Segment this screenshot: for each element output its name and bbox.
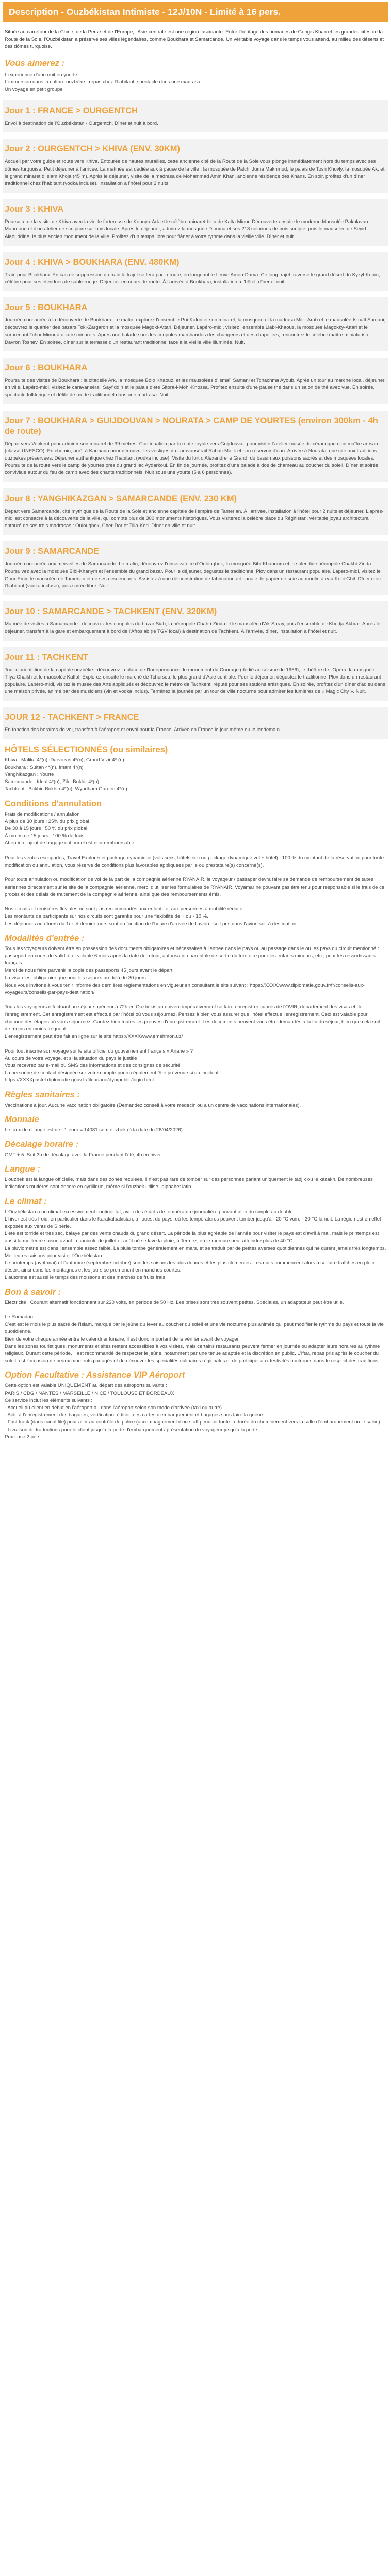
day-block <box>3 541 388 595</box>
conditions-line <box>5 848 386 855</box>
formalities-line: Tous les voyageurs doivent être en possession des documents obligatoires et nécessaires à l'entrée dans le pays ou au passage dans le ou les pays du circuit mentionné : passeport en cours de validité et valable 6 mois après la date de retour, autorisation parentale de sortie du territoire pour les enfants mineurs, etc., pour les ressortissants français. <box>5 945 379 967</box>
timezone-line: GMT + 5. Soit 3h de décalage avec la France pendant l'été, 4h en hiver. <box>5 1151 162 1158</box>
goodtoknow-section <box>3 1282 388 1365</box>
formalities-line <box>5 996 386 1004</box>
day-description: Accueil par votre guide et route vers Khiva. Entourée de hautes murailles, cette ancienne cité de la Route de la Soie vous plonge immédiatement hors du temps avec ses dômes turquoise. Petit déjeuner à l'arrivée. La matinée est dédiée aux à pause de la ville : la mosquée de Palchi Juma Makhmud, le palais de Tosh Khovly, la mosquée Ak, et le grand minaret d'Islam Khoja (45 m). Après le déjeuner, visite de la madrasa de Mohammad Amin Khan, ancienne résidence des Khans. En soir, profitez d'un dîner traditionnel chez l'habitant (vodka incluse). Installation à l'hôtel pour 2 nuits. <box>5 159 385 187</box>
goodtoknow-line: Le Ramadan : <box>5 1314 36 1320</box>
day-description: Tour d'orientation de la capitale ouzbèke : découvrez la place de l'Indépendance, le monument du Courage (dédié au séisme de 1966), le théâtre de l'Opéra, la mosquée Tilya-Chaikh et le mausolée Kaffal. Explorez ensuite le marché de Tchorsou, le plus grand d'Asie centrale. Pour le déjeuner, dégustez le traditionnel Plov dans un restaurant populaire. Lapéro-midi, visitez le musée des Arts appliqués et découvrez le métro de Tachkent, réputé pour ses stations artistiques. En soirée, profitez d'un dîner d'adieu dans une maison privée, animé par des musiciens (vin et vodka inclus). Terminez la journée par un tour de ville nocturne pour admirer les lumières de « Magic City ». Nuit. <box>5 667 385 695</box>
currency-line: Le taux de change est de : 1 euro = 14081 som ouzbek (à la date du 26/04/2026). <box>5 1127 184 1133</box>
day-title: JOUR 12 - TACHKENT > FRANCE <box>5 713 139 722</box>
conditions-line: Les déjeuners ou dîners du 1er et dernier jours sont en fonction de l'heure d'arrivée de l'avion : soit pris dans l'avion soit à destination. <box>5 921 298 927</box>
day-block <box>3 707 388 739</box>
hotels-section <box>3 739 388 793</box>
goodtoknow-line: Électricité : Courant alternatif fonctionnant sur 220 volts, en période de 50 Hz. Les prises sont très souvent petites. Spéciales, un adaptateur peut être utile. <box>5 1299 344 1306</box>
conditions-line: Les montants de participants sur nos circuits sont garantis pour une flexibilité de + ou - 10 %. <box>5 913 208 920</box>
day-title: Jour 8 : YANGHIKAZGAN > SAMARCANDE (ENV. 230 KM) <box>5 494 237 503</box>
hotels-title: HÔTELS SÉLECTIONNÉS (ou similaires) <box>5 744 168 754</box>
formalities-line: Vous recevrez par e-mail ou SMS des informations et des consignes de sécurité. <box>5 1062 182 1069</box>
day-description: Matinée de visites à Samarcande : découvrez les coupoles du bazar Siab, la nécropole Chah-i-Zinda et le mausolée d'Ak-Saray, puis l'ensemble de Khodja Akhrar. Après le déjeuner, transfert à la gare et embarquement à bord de l'Afrosiab (le TGV local) à destination de Tachkent. À l'arrivée, dîner, installation à l'hôtel et nuit. <box>5 621 381 635</box>
formalities-line: La visa n'est obligatoire que pour les séjours au-delà de 30 jours. <box>5 975 148 981</box>
goodtoknow-line: Dans les zones touristiques, monuments et sites restent accessibles à vos visites, mais certains restaurants peuvent fermer en journée ou adapter leurs horaires au rythme religieux. Durant cette période, il est recommandé de respecter le jeûne, notamment par une tenue adaptée et la discrétion en public. L'Iftar, repas pris après le coucher du soleil, est l'occasion de beaux moments partagés et de découvrir les spécialités culinaires régionales et de participer aux festivités nocturnes dans le respect des traditions. <box>5 1343 380 1364</box>
conditions-line <box>5 899 386 906</box>
conditions-line: À moins de 15 jours : 100 % de frais. <box>5 833 86 839</box>
hotels-line: Samarcande : Ideal 4*(n), Zilol Bukhir 4*(n) <box>5 779 99 785</box>
formalities-section <box>3 928 388 1084</box>
conditions-line: Nos circuits et croisières fluviales ne sont pas recommandés aux enfants et aux personnes à mobilité réduite. <box>5 906 244 912</box>
day-title: Jour 6 : BOUKHARA <box>5 363 88 373</box>
formalities-line: L'enregistrement peut être fait en ligne sur le site https://XXXXwww.emehmon.uz/ <box>5 1033 183 1040</box>
day-block <box>3 252 388 291</box>
hotels-line: Yanghikazgan : Yourte <box>5 771 54 777</box>
highlight-line: Un voyage en petit groupe <box>5 87 63 93</box>
day-description: Poursuite des visites de Boukhara : la citadelle Ark, la mosquée Bolo Khaouz, et les mausolées d'Ismaïl Samani et Tchachma Ayoub. Après un tour au marché local, déjeuner en ville. Lapéro-midi, visitez le caravansérail Sayfiddin et le palais d'été Sitora-i-Mohi-Khossa. Profitez ensuite d'une pause thé dans un salon de thé avec vue. En soirée, spectacle folklorique et défilé de mode traditionnel dans une madrasa. Nuit. <box>5 378 385 398</box>
hotels-line: Khiva : Malika 4*(n), Darvozas 4*(n), Grand Vizir 4* (n). <box>5 757 126 763</box>
day-title: Jour 1 : FRANCE > OURGENTCH <box>5 106 138 116</box>
day-title: Jour 11 : TACHKENT <box>5 652 88 662</box>
day-description: Départ vers Vobkent pour admirer son minaret de 39 mètres. Continuation par la route royale vers Guijdouvan pour visiter l'atelier-musée de céramique d'un maître artisan (classé UNESCO). En chemin, arrêt à Karmana pour découvrir les vestiges du caravansérail Rabati-Malik et son réservoir d'eau. Arrivée à Nourata, une cité aux traditions ouzbèkes préservées. Déjeuner authentique chez l'habitant (vodka incluse). Visite du fort d'Alexandre le Grand, du bassin aux poissons sacrés et des mosquées locales. Poursuite de la route vers le camp de yourtes près du grand lac Aydarkoul. En fin de journée, profitez d'une balade à dos de chameau au coucher du soleil. Dîner et soirée conviviale autour du feu de camp avec des chants traditionnels. Nuit sous une yourte (5 à 6 personnes). <box>5 440 379 476</box>
day-block <box>3 358 388 404</box>
day-title: Jour 9 : SAMARCANDE <box>5 547 100 556</box>
highlights-title: Vous aimerez : <box>5 58 64 68</box>
day-block <box>3 297 388 351</box>
day-title: Jour 7 : BOUKHARA > GUIJDOUVAN > NOURATA > CAMP DE YOURTES (environ 300km - 4h de route) <box>5 416 378 436</box>
day-title: Jour 10 : SAMARCANDE > TACHKENT (ENV. 320KM) <box>5 607 217 617</box>
intro-paragraph: Située au carrefour de la Chine, de la Perse et de l'Europe, l'Asie centrale est une région fascinante. Entre l'héritage des nomades de Gengis Khan et les grandes cités de la Route de la Soie, l'Ouzbékistan a préservé ses villes légendaires, comme Boukhara et Samarcande. Un véritable voyage dans le temps vous attend, au milieu des déserts et des dômes turquoise. <box>5 29 384 50</box>
hotels-line: Boukhara : Sultan 4*(n), Imam 4*(n) <box>5 764 84 770</box>
option-line: - Fast track (dans canal file) pour aller au contrôle de police (accompagnement d'un staff pendant toute la durée du cheminement vers la salle d'embarquement ou le salon) <box>5 1419 380 1426</box>
conditions-line: Pour les ventes escapades, Travel Explorer et package dynamique (vols secs, hôtels sec ou package dynamique vol + hôtel) : 100 % du montant de la réservation pour toute modification ou annulation, vous réserve de conditions plus favorables appliquées par le ou prestataire(s) concerné(s). <box>5 855 384 868</box>
day-description: Journée consacrée à la découverte de Boukhara. Le matin, explorez l'ensemble Poi-Kalon et son minaret, la mosquée et la madrasa Mir-i-Arab et le mausolée Ismaïl Samani, découvrez le quartier des bazars Toki-Zargaron et la mosquée Magoki-Attari. Déjeuner. Lapéro-midi, visitez l'ensemble Liabi-Khaouz, la mosquée Magokky-Attari et le surprenant Tchor Minor à quatre minarets. Après une balade sous les coupoles marchandes des changeurs et des chapeliers, rencontrez le célèbre maître miniaturiste Davron Toshev. En soirée, dîner sur la terrasse d'un restaurant traditionnel face à la vieille ville illuminée. Nuit. <box>5 317 386 345</box>
day-title: Jour 4 : KHIVA > BOUKHARA (ENV. 480KM) <box>5 257 180 267</box>
timezone-title: Décalage horaire : <box>5 1139 79 1149</box>
option-line: Cette option est valable UNIQUEMENT au départ des aéroports suivants : <box>5 1383 167 1389</box>
climate-line: Meilleures saisons pour visiter l'Ouzbékistan : <box>5 1252 105 1259</box>
goodtoknow-line <box>5 1307 386 1314</box>
day-block <box>3 139 388 193</box>
day-block <box>3 647 388 701</box>
option-line: Prix base 2 pers <box>5 1434 41 1440</box>
goodtoknow-line: C'est est le mois le plus sacré de l'islam, marqué par le jeûne du lever au coucher du soleil et une vie nocturne plus animée qui peut modifier le rythme du pays et toute la vie quotidienne. <box>5 1321 384 1335</box>
option-line: - Aide à l'enregistrement des bagages, vérification, édition des cartes d'embarquement et bagages sans faire la queue <box>5 1412 263 1418</box>
climate-line: Le printemps (avril-mai) et l'automne (septembre-octobre) sont les saisons les plus douces et les plus clémentes. Les nuits commencent alors à se faire fraîches en plein désert, ainsi dans les montagnes et les jours se promènent en manches courtes. <box>5 1260 374 1274</box>
timezone-section <box>3 1134 388 1159</box>
language-section <box>3 1159 388 1191</box>
option-line: - Livraison de traductions pour le client jusqu'à la porte d'embarquement / présentation du voyageur jusqu'à la porte <box>5 1427 257 1433</box>
option-line: - Accueil du client en début en l'aéroport au dans l'aéroport selon son mode d'arrivée (taxi ou autre) <box>5 1405 222 1411</box>
option-line: Ce service inclut les éléments suivants : <box>5 1397 93 1403</box>
day-description: Train pour Boukhara. En cas de suppression du train le trajet se fera par la route, en longeant le fleuve Amou-Darya. Ce long trajet traverse le grand désert du Kyzyl-Koum, célèbre pour ses étendues de sable rouge. Déjeuner en cours de route. À l'arrivée à Boukhara, installation à l'hôtel, dîner et nuit. <box>5 272 380 285</box>
formalities-line: Au cours de votre voyage, et si la situation du pays le justifie : <box>5 1055 140 1061</box>
conditions-title: Conditions d'annulation <box>5 799 102 808</box>
climate-line: La pluviométrie est dans l'ensemble assez faible. La pluie tombe généralement en mars, et se traduit par de petites averses quotidiennes qui ne durent jamais très longtemps. <box>5 1245 386 1251</box>
formalities-line: Tous les voyageurs effectuant un séjour supérieur à 72h en Ouzbékistan doivent impérativement se faire enregistrer auprès de l'OVIR, département des visas et de l'enregistrement. Cet enregistrement est effectué par l'hôtel où vous séjournez. Pensez à bien vous assurer que l'hôtel effectue l'enregistrement. Ceci est valable pour chacune des étapes où vous séjournez. Gardez bien toutes les preuves d'enregistrement. Les documents peuvent vous être demandés à la fin du séjour, bien que cela soit de moins en moins fréquent. <box>5 1004 380 1032</box>
sanitary-line: Vaccinations à jour. Aucune vaccination obligatoire (Demandez conseil à votre médecin ou à un centre de vaccinations internationales). <box>5 1102 301 1108</box>
day-block <box>3 100 388 132</box>
climate-line: L'automne est aussi le temps des moissons et des marchés de fruits frais. <box>5 1275 167 1281</box>
hotels-line: Tachkent : Bukhin Bukhin 4*(n), Wyndham Garden 4*(n) <box>5 786 127 792</box>
day-block <box>3 199 388 246</box>
language-line: L'ouzbek est la langue officielle, mais dans des zones reculées, il n'est pas rare de tomber sur des personnes parlant uniquement le tadjik ou le kazakh. De nombreuses indications routières sont encore en cyrillique, même si l'ouzbek utilise l'alphabet latin. <box>5 1177 373 1190</box>
day-description: Poursuite de la visite de Khiva avec la vieille forteresse de Kounya-Ark et le célèbre minaret bleu de Kalta Minor. Découverte ensuite le moderne Mausolée Pakhlavan Mahmoud et d'un atelier de sculpture sur bois locale. Après le déjeuner, admirez la mosquée Djouma et ses 218 colonnes de bois sculpté, puis le mausolée de Seyid Alaouddine, le plus ancien monument de la ville. Profitez d'un temps libre pour flâner à votre rythme dans la vieille ville. Dîner et nuit. <box>5 219 368 240</box>
sanitary-title: Règles sanitaires : <box>5 1090 80 1099</box>
page <box>0 2 391 2576</box>
day-title: Jour 2 : OURGENTCH > KHIVA (ENV. 30KM) <box>5 144 180 154</box>
highlight-line: L'expérience d'une nuit en yourte <box>5 72 77 78</box>
conditions-line: De 30 à 15 jours : 50 % du prix global <box>5 825 87 832</box>
climate-title: Le climat : <box>5 1196 47 1206</box>
option-section <box>3 1365 388 1441</box>
formalities-title: Modalités d'entrée : <box>5 933 85 943</box>
currency-title: Monnaie <box>5 1114 39 1124</box>
day-block <box>3 601 388 640</box>
conditions-line: À plus de 30 jours : 25% du prix global <box>5 818 89 824</box>
formalities-line: Pour tout inscrire son voyage sur le site officiel du gouvernement français « Ariane » ? <box>5 1048 193 1054</box>
climate-line: L'Ouzbékistan a un climat excessivement continental, avec des écarts de température journalière pouvant aller du simple au double. <box>5 1209 295 1215</box>
formalities-line: Merci de nous faire parvenir la copie des passeports 45 jours avant le départ. <box>5 968 174 974</box>
highlight-line: L'immersion dans la culture ouzbèke : repas chez l'habitant, spectacle dans une madrasa <box>5 79 201 85</box>
day-description: En fonction des horaires de vol, transfert à l'aéroport et envol pour la France. Arrivée en France le jour même ou le lendemain. <box>5 727 281 733</box>
goodtoknow-line: Bien de votre cheque armée entre le calendrier lunaire, il est donc important de le vérifier avant de voyager. <box>5 1336 240 1342</box>
highlights-section <box>3 51 388 94</box>
option-title: Option Facultative : Assistance VIP Aéroport <box>5 1370 185 1380</box>
day-title: Jour 5 : BOUKHARA <box>5 303 88 313</box>
day-block <box>3 411 388 482</box>
day-description: Départ vers Samarcande, cité mythique de la Route de la Soie et ancienne capitale de l'empire de Tamerlan. À l'arrivée, installation à l'hôtel pour 2 nuits et déjeuner. L'après-midi est consacré à la découverte de la ville, qui compte plus de 300 monuments historiques. Vous visiterez la célèbre place du Réghistan, véritable joyau architectural entouré de ses trois madrasas : Oulougbek, Cher-Dor et Tilla-Kori. Dîner en ville et nuit. <box>5 508 384 529</box>
conditions-line: Attention l'ajout de bagage optionnel est non-remboursable. <box>5 840 136 846</box>
climate-line: L'hiver est très froid, en particulier dans le Karakalpakistan, à l'ouest du pays, où les températures peuvent tomber jusqu'à - 20 °C voire - 30 °C la nuit. La région est en effet exposée aux vents de Sibérie. <box>5 1216 381 1229</box>
climate-line: L'été est torride et très sec, balayé par des vents chauds du grand désert. La période la plus agréable de l'année pour visiter le pays est d'avril à mai, mais le printemps est aussi la meilleure saison avant la canicule de juillet et août où se lave la pluie, à Termez, où le mercure peut atteindre plus de 40 °C. <box>5 1231 379 1244</box>
day-description: Envol à destination de l'Ouzbékistan - Ourgentch. Dîner et nuit à bord. <box>5 121 158 127</box>
formalities-line: Nous vous invitons à vous tenir informé des dernières réglementations en vigueur en consultant le site suivant : https://XXXX.www.diplomatie.gouv.fr/fr/conseils-aux-voyageurs/conseils-par-pays-destination/ <box>5 982 365 995</box>
goodtoknow-title: Bon à savoir : <box>5 1287 61 1297</box>
sanitary-section <box>3 1084 388 1109</box>
conditions-line: Frais de modifications / annulation : <box>5 811 83 817</box>
formalities-line: https://XXXXpastel.diplomatie.gouv.fr/fildariane/dyn/public/login.html <box>5 1077 154 1083</box>
formalities-line <box>5 1040 386 1047</box>
day-block <box>3 488 388 535</box>
formalities-line: La personne de contact désignée sur votre compte pourra également être prévenue si un incident. <box>5 1070 220 1076</box>
day-description: Journée consacrée aux merveilles de Samarcande. Le matin, découvrez l'observatoire d'Oulougbek, la mosquée Bibi-Khanoum et la splendide nécropole Chakhi-Zinda. Poursuivez avec la mosquée Bibi-Khanym et l'ensemble du grand bazar. Pour le déjeuner, dégustez le traditionnel Plov dans un restaurant populaire. Lapéro-midi, visitez le Gour-Emir, le mausolée de Tamerlan et de ses descendants. Assistez à une démonstration de fabrication artisanale de papier de soie au moulin à eau Koni-Ghil. Dîner chez l'habitant (vodka incluse), puis soirée libre. Nuit. <box>5 561 382 589</box>
conditions-line <box>5 869 386 876</box>
conditions-line: Pour toute annulation ou modification de vol de la part de la compagnie aérienne RYANAIR, le voyageur / passager devra faire sa demande de remboursement de taxes aériennes directement sur le site de la compagnie aérienne, merci d'utiliser les formulaires de RYANAIR. Voyamar ne pouvant pas être tenu pour responsable si le frais de ce procès et des délais de traitement de la compagnie aérienne, ainsi que des remboursements émis. <box>5 877 385 897</box>
conditions-section <box>3 793 388 928</box>
climate-section <box>3 1191 388 1282</box>
language-title: Langue : <box>5 1164 40 1174</box>
itinerary <box>3 100 388 739</box>
day-title: Jour 3 : KHIVA <box>5 205 64 214</box>
currency-section <box>3 1109 388 1134</box>
option-line: PARIS / CDG / NANTES / MARSEILLE / NICE / TOULOUSE ET BORDEAUX <box>5 1390 174 1396</box>
page-title-banner: Description - Ouzbékistan Intimiste - 12J/10N - Limité à 16 pers. <box>3 2 388 22</box>
